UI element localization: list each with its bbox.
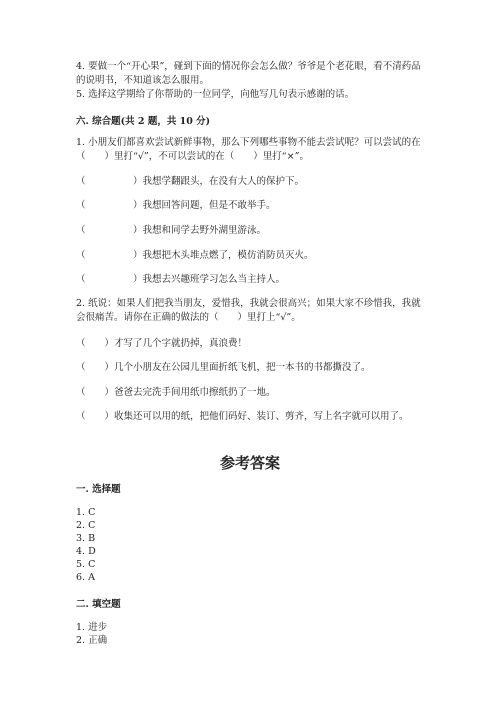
answer-fill-list [76, 621, 428, 647]
section-6-heading: 六. 综合题(共 2 题，共 10 分) [76, 116, 211, 127]
question-6-2-item: （ ）几个小朋友在公园儿里面折纸飞机，把一本书的书都撕没了。 [76, 362, 371, 373]
question-6-2-item: （ ）才写了几个字就扔掉，真浪费！ [76, 338, 248, 349]
answer-item: 3. B [76, 533, 96, 544]
question-6-1-stem: 1. 小朋友们都喜欢尝试新鲜事物，那么下列哪些事物不能去尝试呢？可以尝试的在（ ）里打“√”，不可以尝试的在（ ）里打“×”。 [76, 137, 421, 162]
answer-key-title: 参考答案 [219, 454, 280, 472]
question-5-5: 5. 选择这学期给了你帮助的一位同学，向他写几句表示感谢的话。 [76, 89, 355, 100]
question-6-1-item: （ ）我想回答问题，但是不敢举手。 [76, 200, 276, 211]
answer-item: 2. 正确 [76, 635, 108, 646]
question-6-2-item: （ ）收集还可以用的纸，把他们码好、装订、剪齐，写上名字就可以用了。 [76, 411, 409, 422]
answer-item: 5. C [76, 559, 96, 570]
answer-choice-list [76, 506, 428, 584]
question-6-1-item: （ ）我想学翻跟头，在没有大人的保护下。 [76, 176, 305, 187]
question-6-1-item: （ ）我想把木头堆点燃了，模仿消防员灭火。 [76, 250, 314, 261]
question-6-2-item: （ ）爸爸去完洗手间用纸巾擦纸扔了一地。 [76, 387, 276, 398]
answer-item: 6. A [76, 572, 95, 583]
answer-fill-heading: 二. 填空题 [76, 599, 121, 610]
answer-item: 4. D [76, 546, 96, 557]
answer-item: 1. C [76, 507, 96, 518]
question-6-1-item: （ ）我想和同学去野外湖里游泳。 [76, 225, 267, 236]
question-5-4: 4. 要做一个“开心果”，碰到下面的情况你会怎么做？爷爷是个老花眼，看不清药品的说明书，不知道该怎么服用。 [76, 61, 421, 86]
answer-item: 1. 进步 [76, 622, 108, 633]
question-6-1-item: （ ）我想去兴趣班学习怎么当主持人。 [76, 274, 286, 285]
answer-choice-heading: 一. 选择题 [76, 484, 121, 495]
answer-item: 2. C [76, 520, 96, 531]
question-6-2-stem: 2. 纸说：如果人们把我当朋友，爱惜我，我就会很高兴；如果大家不珍惜我，我就会很痛苦。请你在正确的做法的（ ）里打上“√”。 [76, 298, 421, 323]
